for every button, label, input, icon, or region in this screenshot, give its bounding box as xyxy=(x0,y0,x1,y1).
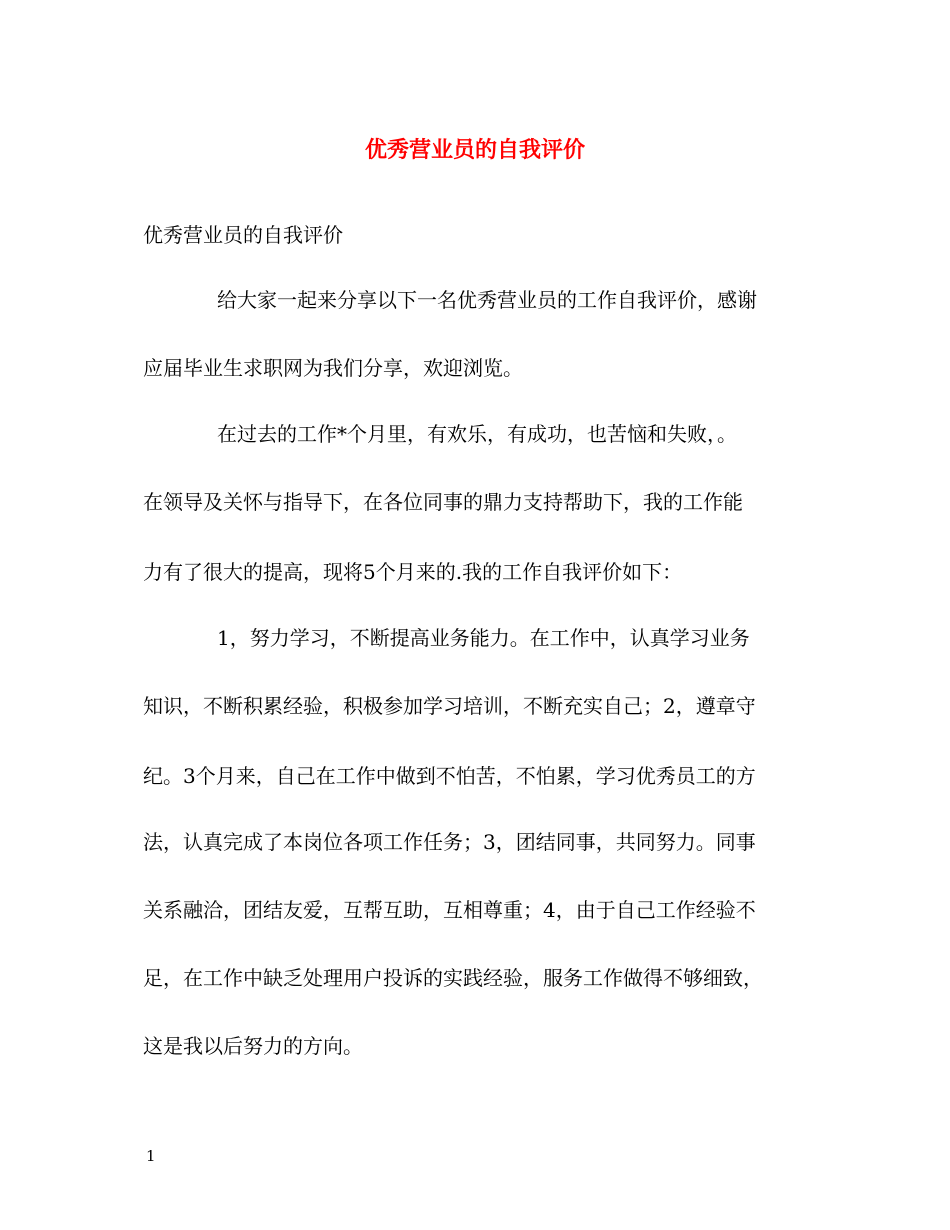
document-subtitle: 优秀营业员的自我评价 xyxy=(143,223,343,247)
paragraph-line: 关系融洽，团结友爱，互帮互助，互相尊重；4，由于自己工作经验不 xyxy=(143,898,756,922)
paragraph-line: 1，努力学习，不断提高业务能力。在工作中，认真学习业务 xyxy=(217,626,750,650)
document-title: 优秀营业员的自我评价 xyxy=(364,137,585,163)
paragraph-line: 应届毕业生求职网为我们分享，欢迎浏览。 xyxy=(143,356,523,380)
paragraph-line: 知识，不断积累经验，积极参加学习培训，不断充实自己；2，遵章守 xyxy=(143,694,756,718)
paragraph-line: 在过去的工作*个月里，有欢乐，有成功，也苦恼和失败，。 xyxy=(217,422,737,446)
paragraph-line: 足，在工作中缺乏处理用户投诉的实践经验，服务工作做得不够细致， xyxy=(143,966,763,990)
paragraph-line: 法，认真完成了本岗位各项工作任务；3，团结同事，共同努力。同事 xyxy=(143,830,756,854)
paragraph-line: 力有了很大的提高，现将5个月来的.我的工作自我评价如下： xyxy=(143,560,683,584)
paragraph-line: 纪。3个月来，自己在工作中做到不怕苦，不怕累，学习优秀员工的方 xyxy=(143,764,756,788)
page-number: 1 xyxy=(146,1147,156,1165)
paragraph-line: 这是我以后努力的方向。 xyxy=(143,1034,363,1058)
paragraph-line: 给大家一起来分享以下一名优秀营业员的工作自我评价，感谢 xyxy=(217,288,757,312)
paragraph-line: 在领导及关怀与指导下，在各位同事的鼎力支持帮助下，我的工作能 xyxy=(143,490,743,514)
